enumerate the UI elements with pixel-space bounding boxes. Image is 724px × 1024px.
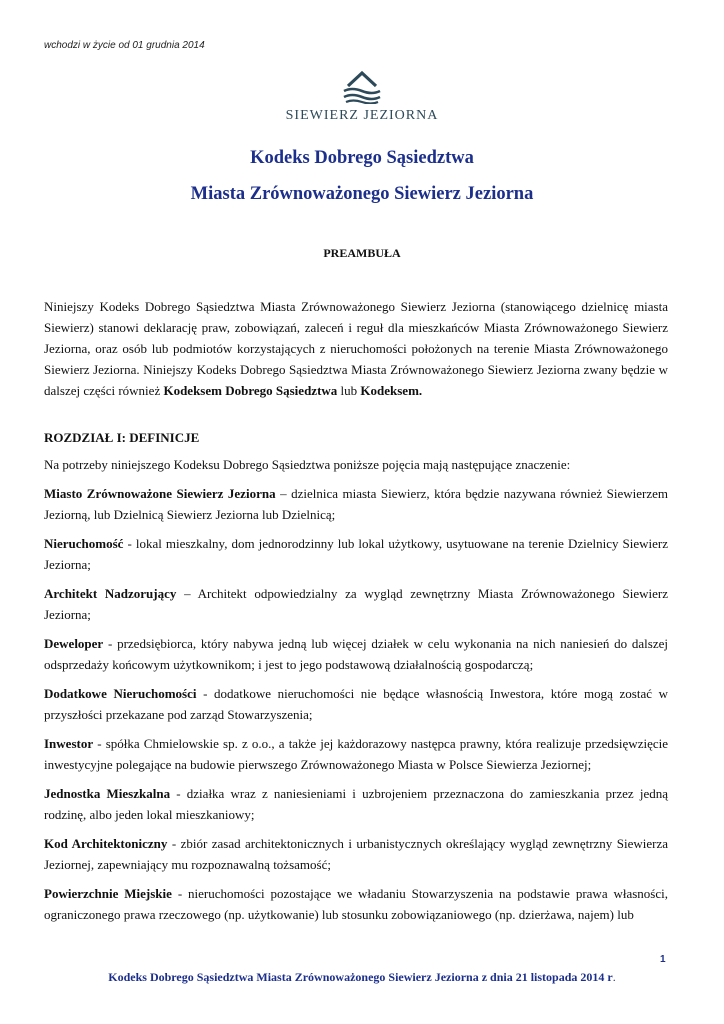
document-body (44, 296, 668, 925)
section-intro: Na potrzeby niniejszego Kodeksu Dobrego Sąsiedztwa poniższe pojęcia mają następujące znaczenie: (44, 457, 571, 472)
definition-item: Dodatkowe Nieruchomości - dodatkowe nieruchomości nie będące własnością Inwestora, które mogą zostać w przyszłości przekazane pod zarząd Stowarzyszenia; (44, 686, 668, 722)
definition-term: Dodatkowe Nieruchomości (44, 686, 197, 701)
footer (0, 970, 724, 985)
definition-item: Inwestor - spółka Chmielowskie sp. z o.o., a także jej każdorazowy następca prawny, która realizuje przedsięwzięcie inwestycyjne polegające na budowie pierwszego Zrównoważonego Miasta w Polsce Siewierza Jeziornej; (44, 736, 668, 772)
waves-logo-icon (340, 70, 384, 104)
logo (0, 70, 724, 124)
definition-term: Inwestor (44, 736, 94, 751)
section-heading: ROZDZIAŁ I: DEFINICJE (44, 430, 200, 445)
definition-term: Nieruchomość (44, 536, 124, 551)
definition-term: Powierzchnie Miejskie (44, 886, 172, 901)
footer-suffix: . (612, 970, 616, 984)
definition-term: Architekt Nadzorujący (44, 586, 177, 601)
definition-term: Miasto Zrównoważone Siewierz Jeziorna (44, 486, 276, 501)
document-title: Kodeks Dobrego Sąsiedztwa (250, 148, 474, 168)
preamble-paragraph: Niniejszy Kodeks Dobrego Sąsiedztwa Miasta Zrównoważonego Siewierz Jeziorna (stanowiącego dzielnicę miasta Siewierz) stanowi deklarację praw, zobowiązań, zaleceń i reguł dla mieszkańców Miasta Zrównoważonego Siewierz Jeziorna, oraz osób lub podmiotów korzystających z nieruchomości położonych na terenie Miasta Zrównoważonego Siewierz Jeziorna. Niniejszy Kodeks Dobrego Sąsiedztwa Miasta Zrównoważonego Siewierz Jeziorna zwany będzie w dalszej części również Kodeksem Dobrego Sąsiedztwa lub Kodeksem. (44, 299, 668, 398)
definition-item: Deweloper - przedsiębiorca, który nabywa jedną lub więcej działek w celu wykonania na nich naniesień do dalszej odsprzedaży końcowym użytkownikom; i jest to jego podstawową działalnością gospodarczą; (44, 636, 668, 672)
definition-term: Deweloper (44, 636, 104, 651)
definition-item: Jednostka Mieszkalna - działka wraz z naniesieniami i uzbrojeniem przeznaczona do zamieszkania przez jedną rodzinę, albo jeden lokal mieszkaniowy; (44, 786, 669, 822)
definition-item: Architekt Nadzorujący – Architekt odpowiedzialny za wygląd zewnętrzny Miasta Zrównoważonego Siewierz Jeziorna; (44, 586, 668, 622)
definition-item: Kod Architektoniczny - zbiór zasad architektonicznych i urbanistycznych określający wygląd zewnętrzny Siewierza Jeziornej, zapewniający mu rozpoznawalną tożsamość; (44, 836, 668, 872)
preamble-heading: PREAMBUŁA (323, 246, 401, 260)
document-subtitle: Miasta Zrównoważonego Siewierz Jeziorna (190, 184, 534, 204)
page-number: 1 (660, 954, 666, 965)
header-note: wchodzi w życie od 01 grudnia 2014 (44, 40, 205, 51)
definition-term: Jednostka Mieszkalna (44, 786, 171, 801)
logo-text: SIEWIERZ JEZIORNA (285, 108, 439, 123)
definition-item: Powierzchnie Miejskie - nieruchomości pozostające we władaniu Stowarzyszenia na podstawie prawa własności, ograniczonego prawa rzeczowego (np. użytkowanie) lub stosunku zobowiązaniowego (np. dzierżawa, najem) lub (44, 886, 669, 922)
footer-text: Kodeks Dobrego Sąsiedztwa Miasta Zrównoważonego Siewierz Jeziorna z dnia 21 listopada 2014 r (108, 970, 613, 984)
definition-term: Kod Architektoniczny (44, 836, 168, 851)
definition-item: Miasto Zrównoważone Siewierz Jeziorna – dzielnica miasta Siewierz, która będzie nazywana również Siewierzem Jeziorną, lub Dzielnicą Siewierz Jeziorna lub Dzielnicą; (44, 486, 669, 522)
definition-item: Nieruchomość - lokal mieszkalny, dom jednorodzinny lub lokal użytkowy, usytuowane na terenie Dzielnicy Siewierz Jeziorna; (44, 536, 668, 572)
